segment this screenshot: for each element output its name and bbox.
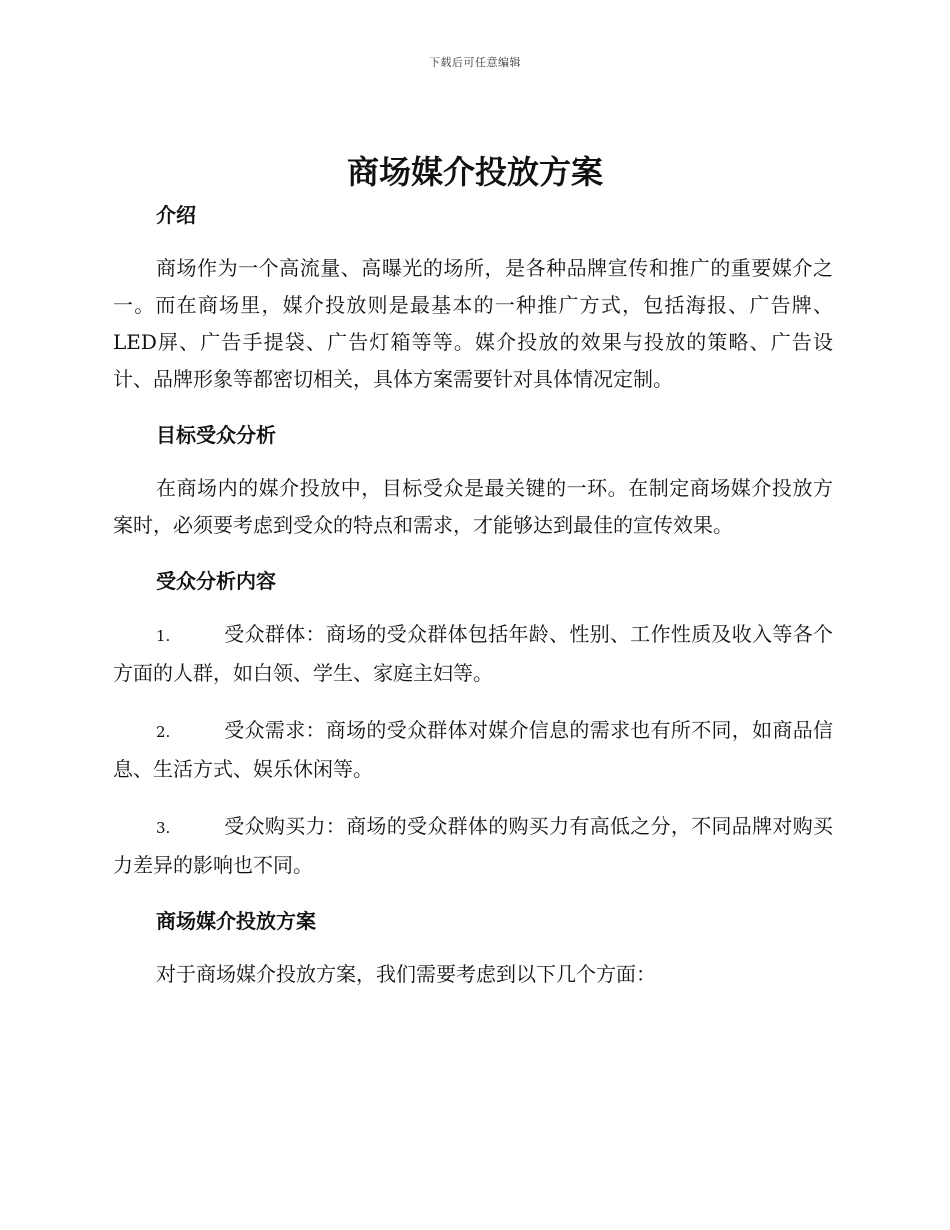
intro-paragraph: 商场作为一个高流量、高曝光的场所，是各种品牌宣传和推广的重要媒介之一。而在商场里，媒介投放则是最基本的一种推广方式，包括海报、广告牌、LED屏、广告手提袋、广告灯箱等等。媒介投放的效果与投放的策略、广告设计、品牌形象等都密切相关，具体方案需要针对具体情况定制。 [113,256,833,391]
audience-paragraph: 在商场内的媒介投放中，目标受众是最关键的一环。在制定商场媒介投放方案时，必须要考虑到受众的特点和需求，才能够达到最佳的宣传效果。 [113,476,833,537]
document-body [113,200,833,993]
document-title: 商场媒介投放方案 [346,153,603,191]
section-heading-plan: 商场媒介投放方案 [156,909,316,933]
list-item [113,808,833,884]
list-item-text: 受众购买力：商场的受众群体的购买力有高低之分，不同品牌对购买力差异的影响也不同。 [113,814,833,877]
list-item-number: 2. [156,723,171,741]
plan-paragraph: 对于商场媒介投放方案，我们需要考虑到以下几个方面： [156,962,656,986]
section-heading-audience: 目标受众分析 [156,423,276,447]
list-item [113,712,833,788]
running-header: 下载后可任意编辑 [429,56,521,69]
section-heading-audience-content: 受众分析内容 [156,569,276,593]
section-heading-intro: 介绍 [156,203,196,227]
list-item [113,616,833,692]
list-item-number: 3. [156,819,171,837]
list-item-number: 1. [156,627,171,645]
list-item-text: 受众需求：商场的受众群体对媒介信息的需求也有所不同，如商品信息、生活方式、娱乐休闲等。 [113,718,833,781]
list-item-text: 受众群体：商场的受众群体包括年龄、性别、工作性质及收入等各个方面的人群，如白领、学生、家庭主妇等。 [113,622,833,685]
